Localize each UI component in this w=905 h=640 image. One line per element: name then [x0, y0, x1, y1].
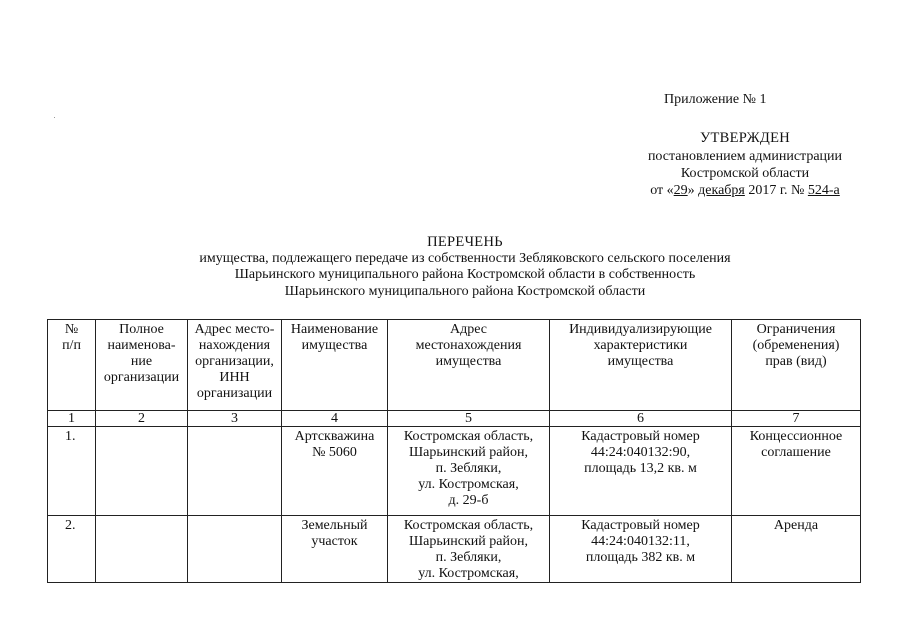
date-mid-2: 2017 г. №	[744, 183, 808, 198]
restrictions-cell: Аренда	[732, 516, 861, 583]
list-title: ПЕРЕЧЕНЬ	[427, 234, 503, 250]
org-address-cell	[188, 516, 282, 583]
table-row	[48, 516, 861, 583]
appendix-label: Приложение № 1	[664, 92, 767, 107]
row-number: 1.	[48, 427, 96, 516]
list-title-block	[100, 234, 830, 300]
property-name-cell: Артскважина № 5060	[282, 427, 388, 516]
header-cell: Индивидуализирующие характеристики имущества	[550, 320, 732, 411]
property-address-cell: Костромская область, Шарьинский район, п. Зебляки, ул. Костромская, д. 29-б	[388, 427, 550, 516]
date-month: декабря	[698, 183, 745, 198]
property-table	[47, 319, 861, 583]
org-name-cell	[96, 427, 188, 516]
column-number: 2	[96, 411, 188, 427]
column-number: 3	[188, 411, 282, 427]
list-subtitle-3: Шарьинского муниципального района Костромской области	[284, 283, 646, 299]
header-cell: Адрес местонахождения имущества	[388, 320, 550, 411]
header-cell: Полное наименова- ние организации	[96, 320, 188, 411]
column-number: 5	[388, 411, 550, 427]
header-cell: Наименование имущества	[282, 320, 388, 411]
property-name-cell: Земельный участок	[282, 516, 388, 583]
date-prefix: от «	[650, 183, 674, 198]
org-name-cell	[96, 516, 188, 583]
table-header-row	[48, 320, 861, 411]
property-address-cell: Костромская область, Шарьинский район, п. Зебляки, ул. Костромская,	[388, 516, 550, 583]
date-mid-1: »	[687, 183, 699, 198]
column-number-row	[48, 411, 861, 427]
approval-block	[600, 128, 890, 199]
characteristics-cell: Кадастровый номер 44:24:040132:11, площадь 382 кв. м	[550, 516, 732, 583]
approval-line-1: постановлением администрации	[647, 149, 843, 164]
approval-date-line	[600, 182, 890, 199]
scan-speck	[54, 117, 55, 118]
restrictions-cell: Концессионное соглашение	[732, 427, 861, 516]
column-number: 7	[732, 411, 861, 427]
approval-line-2: Костромской области	[680, 166, 810, 181]
row-number: 2.	[48, 516, 96, 583]
header-cell: Адрес место- нахождения организации, ИНН организации	[188, 320, 282, 411]
approval-title: УТВЕРЖДЕН	[699, 130, 791, 146]
column-number: 1	[48, 411, 96, 427]
column-number: 4	[282, 411, 388, 427]
table-row	[48, 427, 861, 516]
date-day: 29	[673, 183, 688, 198]
decree-number: 524-а	[807, 183, 840, 198]
org-address-cell	[188, 427, 282, 516]
header-cell: № п/п	[48, 320, 96, 411]
list-subtitle-1: имущества, подлежащего передаче из собственности Зебляковского сельского поселения	[199, 250, 731, 266]
list-subtitle-2: Шарьинского муниципального района Костромской области в собственность	[234, 267, 696, 282]
characteristics-cell: Кадастровый номер 44:24:040132:90, площадь 13,2 кв. м	[550, 427, 732, 516]
header-cell: Ограничения (обременения) прав (вид)	[732, 320, 861, 411]
column-number: 6	[550, 411, 732, 427]
